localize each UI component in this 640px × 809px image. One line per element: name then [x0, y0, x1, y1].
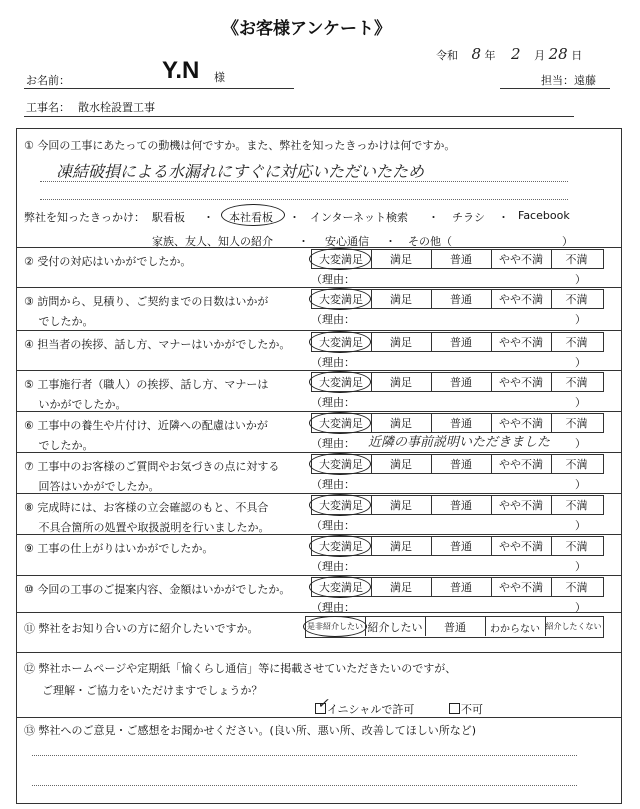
- rating-option[interactable]: 普通: [450, 253, 472, 266]
- q12-option-refuse: 不可: [461, 703, 483, 716]
- q1-dotted-line: [40, 181, 568, 182]
- question-text: ② 受付の対応はいかがでしたか。: [24, 255, 192, 268]
- date-day-unit: 日: [571, 49, 583, 62]
- rating-option[interactable]: 満足: [390, 336, 412, 349]
- q11-divider: [425, 616, 426, 636]
- rating-divider: [431, 454, 432, 474]
- reason-label: （理由：: [311, 601, 355, 614]
- question-text: ⑤ 工事施行者（職人）の挨拶、話し方、マナーは: [24, 378, 269, 391]
- q13-dotted-line: [32, 785, 577, 786]
- question-text: ③ 訪問から、見積り、ご契約までの日数はいかが: [24, 295, 269, 308]
- rating-option[interactable]: 普通: [450, 293, 472, 306]
- source-hq-sign: 本社看板: [229, 211, 273, 224]
- rating-option[interactable]: 不満: [565, 581, 588, 594]
- rating-divider: [431, 413, 432, 433]
- staff: 担当：遠藤: [541, 74, 596, 87]
- rating-option[interactable]: 不満: [565, 417, 588, 430]
- reason-close: ）: [575, 356, 586, 369]
- rating-divider: [551, 495, 552, 515]
- row-divider: [16, 534, 621, 535]
- rating-divider: [371, 332, 372, 352]
- q11-divider: [545, 616, 546, 636]
- project-label: 工事名：: [26, 101, 70, 114]
- rating-option[interactable]: 満足: [390, 499, 412, 512]
- rating-divider: [491, 249, 492, 269]
- q1-answer: 凍結破損による水漏れにすぐに対応いただいたため: [56, 162, 425, 181]
- rating-option[interactable]: 満足: [390, 458, 412, 471]
- question-text: 不具合箇所の処置や取扱説明を行いましたか。: [24, 521, 270, 534]
- customer-suffix: 様: [214, 71, 225, 84]
- q11-selected-circle: [303, 616, 367, 637]
- source-facebook: Facebook: [518, 209, 570, 222]
- rating-divider: [371, 454, 372, 474]
- q11-top-line: [16, 612, 621, 613]
- q1-dotted-line-2: [40, 199, 568, 200]
- date: [436, 45, 582, 63]
- source-dot: ・: [203, 211, 214, 224]
- rating-divider: [491, 495, 492, 515]
- name-underline: [24, 88, 294, 89]
- rating-option[interactable]: 大変満足: [319, 499, 363, 512]
- row-divider: [16, 452, 621, 453]
- rating-divider: [551, 536, 552, 556]
- rating-divider: [431, 495, 432, 515]
- selected-source-circle: [221, 204, 285, 226]
- q11-option-1: 是非紹介したい: [307, 622, 363, 631]
- rating-option[interactable]: 普通: [450, 499, 472, 512]
- rating-option[interactable]: 大変満足: [319, 540, 363, 553]
- source-dot: ・: [298, 235, 309, 248]
- source-flyer: チラシ: [452, 211, 485, 224]
- reason-label: （理由：: [311, 396, 355, 409]
- question-text: ④ 担当者の挨拶、話し方、マナーはいかがでしたか。: [24, 338, 291, 351]
- source-other-close: ）: [562, 235, 573, 248]
- reason-close: ）: [575, 273, 586, 286]
- row-divider: [16, 330, 621, 331]
- q12-checkmark: ✓: [317, 696, 329, 712]
- selected-rating-circle: [309, 248, 371, 270]
- q12-option-initials: イニシャルで許可: [327, 703, 415, 716]
- question-text: いかがでしたか。: [24, 398, 127, 411]
- selected-rating-circle: [309, 412, 371, 434]
- rating-option[interactable]: やや不満: [499, 253, 543, 266]
- rating-divider: [431, 577, 432, 597]
- selected-rating-circle: [309, 576, 371, 598]
- rating-option[interactable]: 大変満足: [319, 336, 363, 349]
- selected-rating-circle: [309, 494, 371, 516]
- reason-close: ）: [575, 519, 586, 532]
- rating-option[interactable]: 不満: [565, 336, 588, 349]
- rating-option[interactable]: やや不満: [499, 540, 543, 553]
- rating-divider: [551, 577, 552, 597]
- rating-option[interactable]: やや不満: [499, 293, 543, 306]
- rating-option[interactable]: 不満: [565, 253, 588, 266]
- rating-option[interactable]: やや不満: [499, 336, 543, 349]
- reason-close: ）: [575, 313, 586, 326]
- rating-divider: [551, 289, 552, 309]
- rating-divider: [491, 536, 492, 556]
- rating-option[interactable]: 大変満足: [319, 458, 363, 471]
- rating-option[interactable]: 不満: [565, 293, 588, 306]
- source-dot: ・: [385, 235, 396, 248]
- selected-rating-circle: [309, 371, 371, 393]
- q11-question: ⑪ 弊社をお知り合いの方に紹介したいですか。: [24, 622, 259, 635]
- q12-top-line: [16, 652, 621, 653]
- rating-divider: [491, 372, 492, 392]
- selected-rating-circle: [309, 331, 371, 353]
- q13-dotted-line: [32, 755, 577, 756]
- reason-label: （理由：: [311, 478, 355, 491]
- reason-close: ）: [575, 437, 586, 450]
- rating-option[interactable]: 不満: [565, 499, 588, 512]
- rating-option[interactable]: やや不満: [499, 499, 543, 512]
- row-divider: [16, 287, 621, 288]
- rating-divider: [491, 289, 492, 309]
- question-text: ⑧ 完成時には、お客様の立会確認のもと、不具合: [24, 501, 269, 514]
- rating-option[interactable]: 大変満足: [319, 376, 363, 389]
- rating-divider: [551, 372, 552, 392]
- rating-option[interactable]: 不満: [565, 376, 588, 389]
- q12-line2: ご理解・ご協力をいただけますでしょうか？: [42, 684, 263, 697]
- rating-option[interactable]: 大変満足: [319, 581, 363, 594]
- date-day: 28: [548, 45, 568, 63]
- source-dot: ・: [289, 211, 300, 224]
- q11-option-3: 普通: [444, 621, 466, 634]
- reason-label: （理由：: [311, 437, 355, 450]
- selected-rating-circle: [309, 288, 371, 310]
- rating-option[interactable]: 普通: [450, 336, 472, 349]
- q1-source-label: 弊社を知ったきっかけ：: [24, 211, 145, 224]
- rating-divider: [491, 413, 492, 433]
- source-newsletter: 安心通信: [325, 235, 369, 248]
- rating-option[interactable]: 普通: [450, 458, 472, 471]
- source-referral: 家族、友人、知人の紹介: [152, 235, 273, 248]
- question-text: ⑦ 工事中のお客様のご質問やお気づきの点に対する: [24, 460, 280, 473]
- rating-divider: [551, 413, 552, 433]
- rating-option[interactable]: 満足: [390, 417, 412, 430]
- rating-divider: [431, 332, 432, 352]
- q11-divider: [485, 616, 486, 636]
- q12-checkbox-refuse[interactable]: [449, 703, 460, 714]
- date-era: 令和: [436, 49, 458, 62]
- rating-option[interactable]: 満足: [390, 376, 412, 389]
- question-text: 回答はいかがでしたか。: [24, 480, 160, 493]
- reason-close: ）: [575, 560, 586, 573]
- selected-rating-circle: [309, 453, 371, 475]
- question-text: ⑥ 工事中の養生や片付け、近隣への配慮はいかが: [24, 419, 268, 432]
- rating-option[interactable]: やや不満: [499, 581, 543, 594]
- rating-divider: [371, 495, 372, 515]
- question-text: でしたか。: [24, 315, 94, 328]
- reason-close: ）: [575, 478, 586, 491]
- rating-option[interactable]: やや不満: [499, 376, 543, 389]
- q11-option-4: わからない: [490, 624, 540, 635]
- rating-divider: [371, 289, 372, 309]
- source-internet: インターネット検索: [310, 211, 409, 224]
- rating-divider: [371, 413, 372, 433]
- date-year: 8: [471, 45, 482, 63]
- rating-divider: [371, 577, 372, 597]
- row-divider: [16, 411, 621, 412]
- rating-divider: [491, 454, 492, 474]
- reason-label: （理由：: [311, 560, 355, 573]
- q1-question: ① 今回の工事にあたっての動機は何ですか。また、弊社を知ったきっかけは何ですか。: [24, 139, 456, 152]
- rating-divider: [551, 249, 552, 269]
- rating-divider: [551, 332, 552, 352]
- rating-option[interactable]: 普通: [450, 417, 472, 430]
- rating-option[interactable]: 普通: [450, 540, 472, 553]
- source-dot: ・: [428, 211, 439, 224]
- rating-option[interactable]: 大変満足: [319, 417, 363, 430]
- date-month-unit: 月: [534, 49, 546, 62]
- rating-option[interactable]: 普通: [450, 581, 472, 594]
- rating-option[interactable]: 普通: [450, 376, 472, 389]
- reason-close: ）: [575, 396, 586, 409]
- rating-divider: [491, 332, 492, 352]
- rating-option[interactable]: やや不満: [499, 417, 543, 430]
- rating-divider: [371, 249, 372, 269]
- date-year-unit: 年: [484, 49, 496, 62]
- project-name: 散水栓設置工事: [78, 101, 155, 114]
- reason-value[interactable]: 近隣の事前説明いただきました: [368, 435, 551, 450]
- q11-option-2: 紹介したい: [367, 621, 423, 634]
- rating-option[interactable]: 大変満足: [319, 253, 363, 266]
- rating-divider: [431, 536, 432, 556]
- customer-label: お名前：: [26, 74, 70, 87]
- row-divider: [16, 575, 621, 576]
- question-text: でしたか。: [24, 439, 94, 452]
- row-divider: [16, 370, 621, 371]
- row-divider: [16, 493, 621, 494]
- q13-question: ⑬ 弊社へのご意見・ご感想をお聞かせください。(良い所、悪い所、改善してほしい所など): [24, 724, 477, 737]
- rating-option[interactable]: 大変満足: [319, 293, 363, 306]
- date-month: 2: [511, 45, 521, 63]
- reason-label: （理由：: [311, 313, 355, 326]
- q11-divider: [365, 616, 366, 636]
- rating-option[interactable]: 満足: [390, 540, 412, 553]
- rating-option[interactable]: 不満: [565, 458, 588, 471]
- selected-rating-circle: [309, 535, 371, 557]
- rating-option[interactable]: 満足: [390, 581, 412, 594]
- rating-divider: [431, 289, 432, 309]
- reason-label: （理由：: [311, 273, 355, 286]
- rating-option[interactable]: 満足: [390, 253, 412, 266]
- rating-divider: [431, 249, 432, 269]
- reason-close: ）: [575, 601, 586, 614]
- customer-name: Y.N: [162, 57, 200, 84]
- rating-option[interactable]: 不満: [565, 540, 588, 553]
- project-underline: [24, 116, 574, 117]
- rating-divider: [551, 454, 552, 474]
- rating-option[interactable]: やや不満: [499, 458, 543, 471]
- question-text: ⑩ 今回の工事のご提案内容、金額はいかがでしたか。: [24, 583, 291, 596]
- q12-line1: ⑫ 弊社ホームページや定期紙「愉くらし通信」等に掲載させていただきたいのですが、: [24, 662, 457, 675]
- row-divider: [16, 247, 621, 248]
- reason-label: （理由：: [311, 356, 355, 369]
- q13-top-line: [16, 717, 621, 718]
- staff-underline: [500, 88, 610, 89]
- question-text: ⑨ 工事の仕上がりはいかがでしたか。: [24, 542, 214, 555]
- rating-divider: [371, 372, 372, 392]
- rating-divider: [491, 577, 492, 597]
- reason-label: （理由：: [311, 519, 355, 532]
- rating-option[interactable]: 満足: [390, 293, 412, 306]
- rating-divider: [371, 536, 372, 556]
- source-other: その他（: [408, 235, 452, 248]
- page-title: 《お客様アンケート》: [222, 19, 391, 39]
- q11-option-5: 紹介したくない: [545, 622, 602, 631]
- rating-divider: [431, 372, 432, 392]
- source-station-sign: 駅看板: [152, 211, 185, 224]
- source-dot: ・: [498, 211, 509, 224]
